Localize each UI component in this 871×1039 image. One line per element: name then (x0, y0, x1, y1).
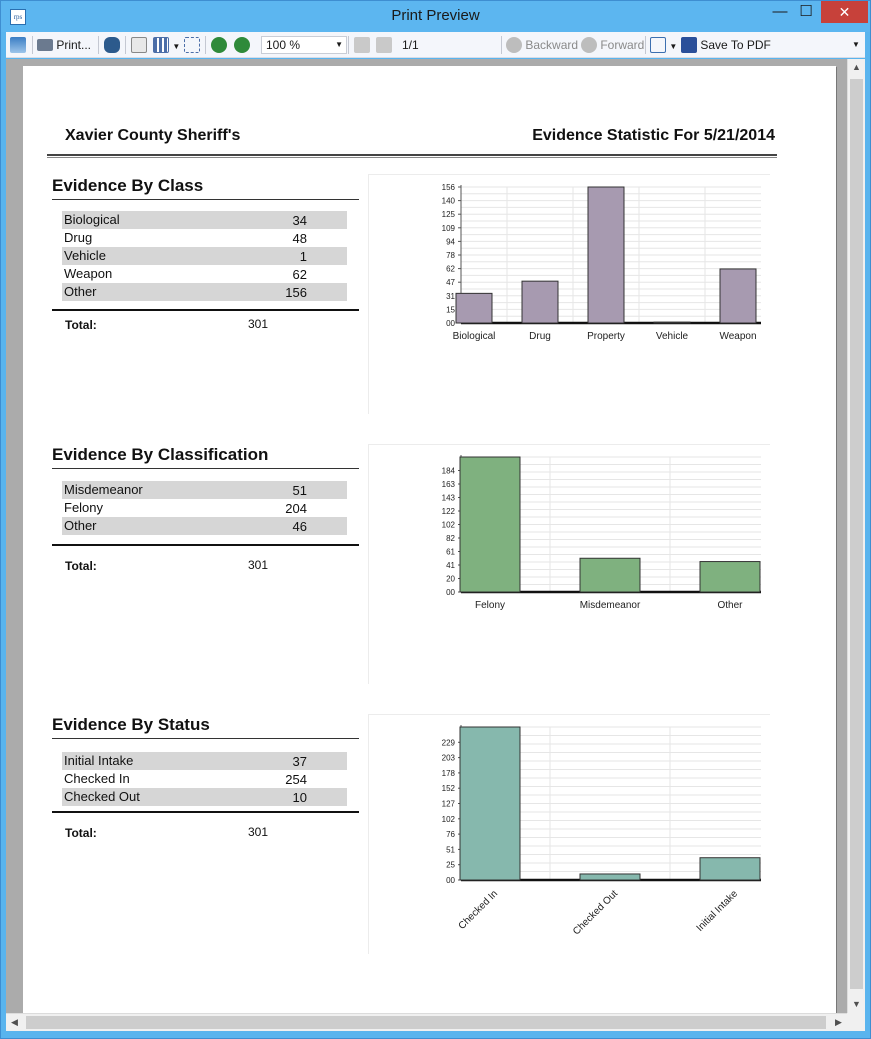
fit-page-icon (184, 37, 200, 53)
section-title: Evidence By Status (52, 715, 210, 734)
bar (588, 187, 624, 323)
chevron-down-icon: ▼ (172, 42, 181, 51)
bar (720, 269, 756, 323)
category-label: Checked In (456, 888, 501, 932)
row-label: Checked Out (64, 789, 140, 804)
classification-chart (368, 444, 770, 684)
row-label: Checked In (64, 771, 130, 786)
bar (700, 562, 760, 592)
tick-label: 122 (441, 507, 455, 516)
row-value: 156 (285, 285, 307, 300)
bar (456, 293, 492, 323)
tick-label: 31 (446, 291, 455, 301)
horizontal-scroll-thumb[interactable] (26, 1016, 826, 1029)
header-rule (47, 154, 777, 156)
bar (580, 874, 640, 880)
tick-label: 51 (446, 845, 455, 855)
tick-label: 82 (446, 534, 455, 543)
row-value: 204 (285, 501, 307, 516)
total-value: 301 (247, 558, 268, 572)
maximize-button[interactable]: ☐ (799, 3, 813, 20)
category-label: Other (717, 600, 743, 611)
table-row (62, 770, 347, 788)
tick-label: 20 (446, 574, 455, 584)
toolbar (6, 32, 865, 58)
report-page (23, 66, 836, 1013)
horizontal-scrollbar[interactable] (6, 1013, 847, 1031)
table-row (62, 247, 347, 265)
category-label: Drug (529, 331, 551, 342)
total-rule (52, 544, 359, 546)
page-setup-icon (10, 37, 26, 53)
tick-label: 152 (441, 784, 455, 794)
watermark-button[interactable] (650, 36, 677, 54)
row-value: 10 (292, 790, 307, 805)
category-label: Checked Out (571, 888, 621, 938)
tick-label: 184 (441, 466, 455, 476)
save-pdf-label: Save To PDF (700, 38, 771, 52)
printer-icon (37, 39, 53, 51)
row-value: 34 (292, 213, 307, 228)
row-value: 37 (292, 754, 307, 769)
single-page-button[interactable] (131, 36, 147, 54)
tick-label: 109 (441, 223, 455, 233)
section-rule (52, 468, 359, 469)
print-label: Print... (56, 38, 92, 52)
table-row (62, 517, 347, 535)
tick-label: 125 (441, 210, 455, 220)
binoculars-icon (104, 37, 120, 53)
tick-label: 94 (446, 237, 455, 247)
close-button[interactable]: ✕ (821, 1, 868, 23)
tick-label: 15 (446, 305, 455, 315)
backward-label: Backward (525, 38, 579, 52)
tick-label: 140 (441, 196, 455, 206)
tick-label: 156 (441, 183, 455, 192)
page-up-icon (354, 37, 370, 53)
edit-icon (650, 37, 666, 53)
row-label: Other (64, 518, 97, 533)
save-icon (681, 37, 697, 53)
row-label: Biological (64, 212, 120, 227)
find-button[interactable] (104, 36, 120, 54)
row-label: Felony (64, 500, 104, 515)
table-row (62, 229, 347, 247)
bar (700, 858, 760, 880)
category-label: Biological (452, 331, 496, 342)
zoom-select[interactable] (261, 36, 347, 54)
section-title: Evidence By Classification (52, 445, 269, 464)
scrollbar-corner (847, 1013, 865, 1031)
table-row (62, 211, 347, 229)
bar (654, 322, 690, 323)
tick-label: 76 (446, 830, 455, 840)
forward-label: Forward (600, 38, 645, 52)
scroll-right-icon[interactable]: ▶ (835, 1017, 842, 1027)
multi-page-icon (153, 37, 169, 53)
category-label: Misdemeanor (579, 600, 641, 611)
tick-label: 178 (441, 768, 455, 778)
chevron-down-icon: ▼ (335, 40, 343, 49)
minimize-button[interactable]: — (772, 3, 788, 20)
chevron-down-icon: ▼ (669, 42, 678, 51)
category-label: Weapon (719, 331, 757, 342)
zoom-out-button[interactable] (211, 36, 227, 54)
section-rule (52, 199, 359, 200)
row-label: Misdemeanor (64, 482, 143, 497)
tick-label: 47 (446, 278, 455, 288)
previous-page-button[interactable] (354, 36, 370, 54)
bar (460, 727, 520, 880)
row-label: Drug (64, 230, 93, 245)
tick-label: 00 (446, 319, 455, 328)
forward-button[interactable] (581, 36, 644, 54)
agency-name: Xavier County Sheriff's (65, 127, 241, 144)
status-chart (368, 714, 770, 954)
total-value: 301 (247, 825, 268, 839)
row-value: 51 (292, 483, 307, 498)
window-title: Print Preview (391, 7, 480, 24)
category-label: Initial Intake (694, 888, 741, 934)
category-label: Vehicle (655, 331, 689, 342)
backward-button[interactable] (506, 36, 578, 54)
report-heading: Evidence Statistic For 5/21/2014 (532, 127, 775, 144)
table-row (62, 265, 347, 283)
tick-label: 102 (441, 814, 455, 824)
scroll-down-icon[interactable]: ▼ (852, 999, 861, 1009)
category-label: Felony (474, 600, 506, 611)
tick-label: 00 (446, 588, 455, 597)
tick-label: 61 (446, 547, 455, 557)
tick-label: 00 (446, 876, 455, 885)
section-rule (52, 738, 359, 739)
total-rule (52, 309, 359, 311)
tick-label: 203 (441, 753, 455, 763)
page-setup-button[interactable] (10, 36, 26, 54)
zoom-value: 100 % (266, 38, 301, 52)
tick-label: 25 (446, 860, 455, 870)
fit-page-button[interactable] (184, 36, 200, 54)
total-rule (52, 811, 359, 813)
save-pdf-button[interactable] (681, 36, 771, 54)
zoom-in-icon (234, 37, 250, 53)
category-label: Property (587, 331, 625, 342)
print-button[interactable] (37, 36, 91, 54)
row-value: 48 (292, 231, 307, 246)
total-value: 301 (247, 317, 268, 331)
zoom-out-icon (211, 37, 227, 53)
tick-label: 102 (441, 520, 455, 530)
row-value: 46 (292, 519, 307, 534)
toolbar-overflow-button[interactable] (852, 36, 860, 54)
total-label: Total: (65, 318, 97, 332)
table-row (62, 481, 347, 499)
chevron-down-icon: ▼ (852, 40, 860, 49)
row-value: 1 (299, 249, 307, 264)
tick-label: 127 (441, 799, 455, 809)
next-page-button[interactable] (376, 36, 392, 54)
tick-label: 163 (441, 480, 455, 489)
scroll-up-icon[interactable]: ▲ (852, 62, 861, 72)
bar (522, 281, 558, 323)
zoom-in-button[interactable] (234, 36, 250, 54)
bar (460, 457, 520, 592)
table-row (62, 283, 347, 301)
multi-page-button[interactable] (153, 36, 180, 54)
table-row (62, 752, 347, 770)
tick-label: 229 (441, 738, 455, 748)
page-indicator[interactable]: 1/1 (402, 38, 419, 52)
total-label: Total: (65, 559, 97, 573)
section-title: Evidence By Class (52, 176, 204, 195)
classification-chart-svg (369, 445, 771, 685)
header-rule (47, 157, 777, 158)
row-label: Other (64, 284, 97, 299)
app-icon: rps (10, 9, 26, 25)
tick-label: 41 (446, 561, 455, 570)
tick-label: 143 (441, 493, 455, 503)
preview-area[interactable] (6, 59, 847, 1013)
tick-label: 62 (446, 264, 455, 274)
table-row (62, 788, 347, 806)
table-row (62, 499, 347, 517)
status-chart-svg (369, 715, 771, 975)
row-value: 62 (292, 267, 307, 282)
row-label: Vehicle (64, 248, 106, 263)
single-page-icon (131, 37, 147, 53)
class-chart-svg (369, 175, 771, 415)
forward-arrow-icon (581, 37, 597, 53)
row-value: 254 (285, 772, 307, 787)
page-down-icon (376, 37, 392, 53)
vertical-scrollbar[interactable] (847, 59, 865, 1013)
row-label: Weapon (64, 266, 113, 281)
row-label: Initial Intake (64, 753, 134, 768)
bar (580, 558, 640, 592)
back-arrow-icon (506, 37, 522, 53)
vertical-scroll-thumb[interactable] (850, 79, 863, 989)
tick-label: 78 (446, 251, 455, 260)
title-bar[interactable] (1, 1, 870, 32)
class-chart (368, 174, 770, 414)
total-label: Total: (65, 826, 97, 840)
scroll-left-icon[interactable]: ◀ (11, 1017, 18, 1027)
